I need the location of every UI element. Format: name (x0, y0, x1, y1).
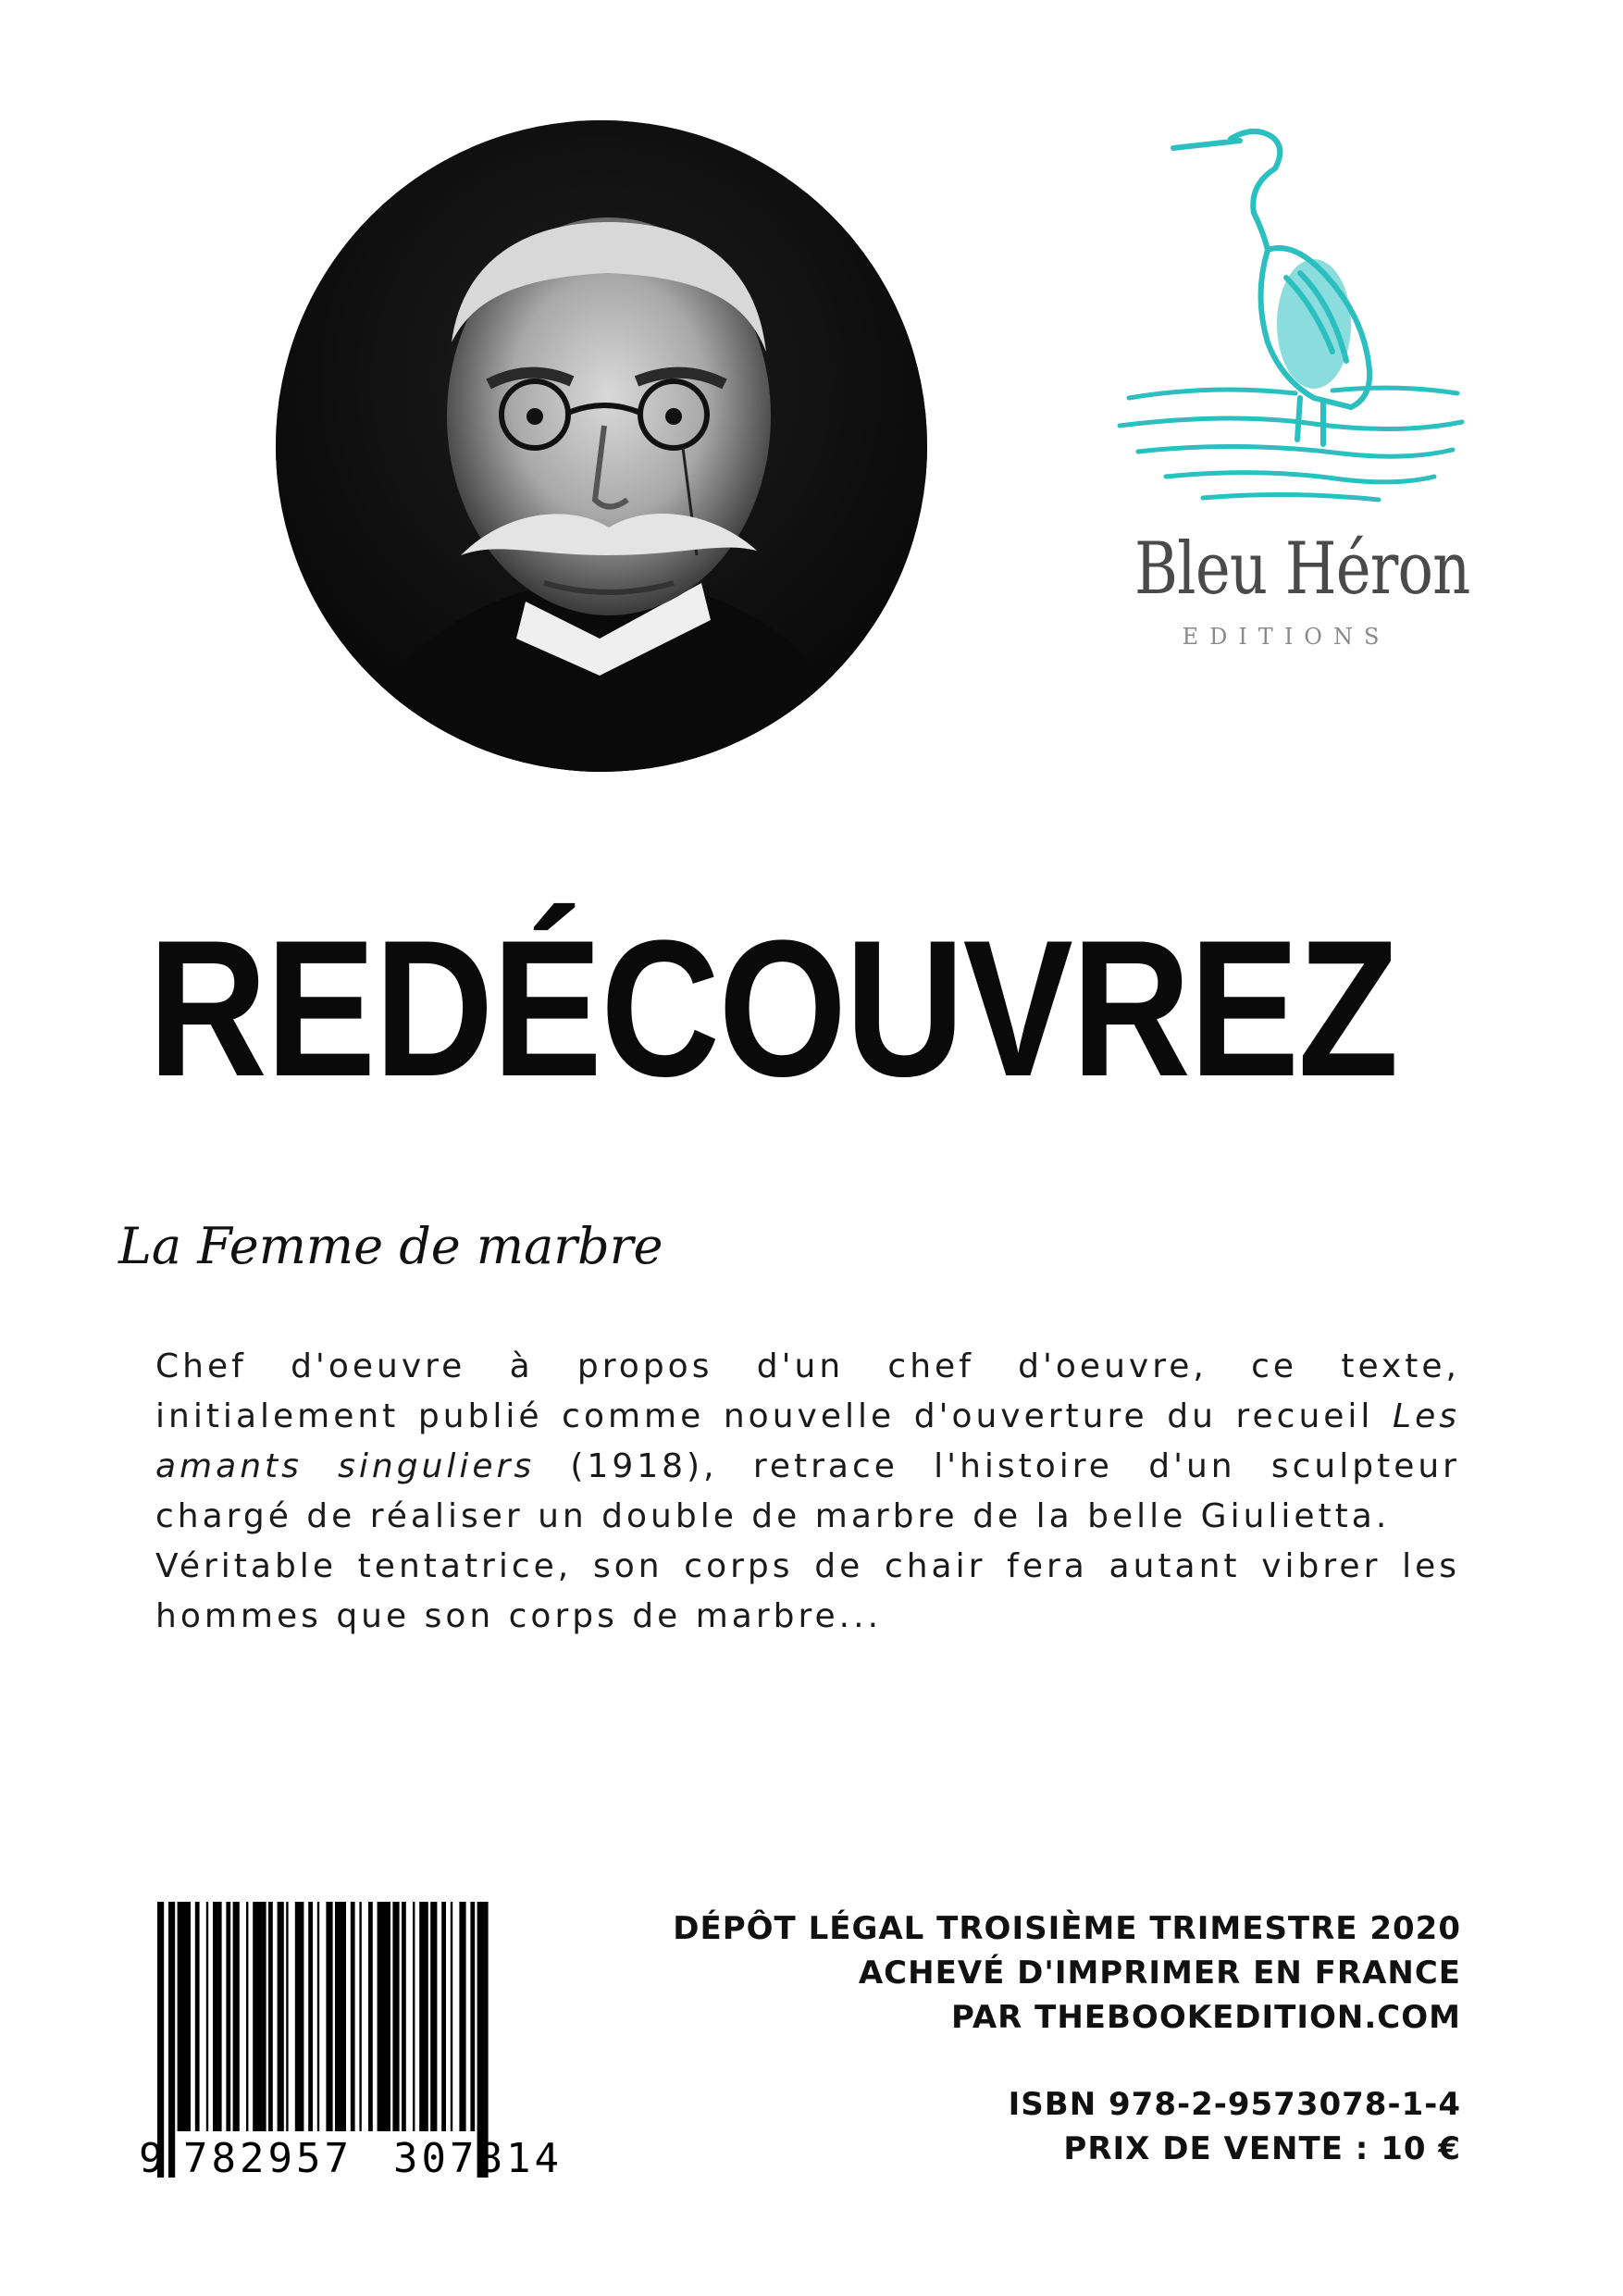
barcode-bar (308, 1902, 313, 2131)
barcode-bar (233, 1902, 240, 2131)
legal-deposit: DÉPÔT LÉGAL TROISIÈME TRIMESTRE 2020 (673, 1910, 1461, 1947)
barcode-bar (459, 1902, 465, 2131)
barcode-digits-group-1: 782957 (183, 2135, 353, 2179)
barcode-bar (206, 1902, 208, 2131)
barcode-bar (278, 1902, 284, 2131)
barcode-bar (413, 1902, 415, 2131)
blurb-collection-title: Les amants singuliers (155, 1397, 1460, 1485)
barcode-bar (286, 1902, 288, 2131)
barcode-bar (368, 1902, 373, 2131)
barcode-digits-group-2: 307814 (393, 2135, 563, 2179)
barcode-bar (378, 1902, 390, 2131)
barcode-bar (246, 1902, 248, 2131)
barcode-bar (335, 1902, 346, 2131)
author-portrait-photo-icon (276, 120, 927, 772)
barcode-bar (470, 1902, 475, 2131)
author-portrait (276, 120, 927, 772)
barcode-bar (392, 1902, 399, 2131)
barcode-bar (295, 1902, 304, 2131)
blurb (155, 1342, 1460, 1642)
barcode-bar (168, 1902, 175, 2178)
legal-info (628, 1906, 1461, 2171)
book-title: La Femme de marbre (118, 1217, 663, 1275)
blurb-text-before-title: Chef d'oeuvre à propos d'un chef d'oeuvre, ce texte, initialement publié comme nouvelle d'ouverture du recueil (155, 1347, 1460, 1435)
barcode-bar (213, 1902, 222, 2131)
barcode-bar (178, 1902, 191, 2131)
publisher-name: Bleu Héron (1134, 527, 1470, 611)
barcode-bar (195, 1902, 200, 2131)
heron-icon (1101, 120, 1471, 509)
isbn: ISBN 978-2-9573078-1-4 (1008, 2086, 1461, 2123)
barcode-first-digit: 9 (139, 2135, 164, 2179)
barcode-bar (451, 1902, 452, 2131)
blurb-text-after-title: (1918), retrace l'histoire d'un sculpteur chargé de réaliser un double de marbre de la belle Giulietta. (155, 1447, 1460, 1535)
barcode-bar (226, 1902, 230, 2131)
barcode-bar (268, 1902, 273, 2131)
barcode-bar (359, 1902, 361, 2131)
barcode (130, 1902, 597, 2179)
publisher-logo (1101, 120, 1471, 657)
barcode-icon (130, 1902, 597, 2179)
blurb-paragraph-2: Véritable tentatrice, son corps de chair fera autant vibrer les hommes que son corps de marbre... (155, 1547, 1460, 1635)
price: PRIX DE VENTE : 10 € (1063, 2130, 1461, 2167)
barcode-bar (253, 1902, 266, 2131)
publisher-subtitle: EDITIONS (1182, 624, 1391, 650)
barcode-bar (326, 1902, 332, 2131)
printed-in: ACHEVÉ D'IMPRIMER EN FRANCE (858, 1955, 1461, 1992)
barcode-bar (351, 1902, 355, 2131)
printer: PAR THEBOOKEDITION.COM (951, 1999, 1461, 2036)
blurb-paragraph-1 (155, 1342, 1460, 1542)
barcode-bar (317, 1902, 319, 2131)
barcode-bar (430, 1902, 437, 2131)
barcode-bar (402, 1902, 406, 2131)
headline: REDÉCOUVREZ (148, 900, 1397, 1117)
barcode-bar (419, 1902, 428, 2131)
barcode-bar (441, 1902, 446, 2131)
